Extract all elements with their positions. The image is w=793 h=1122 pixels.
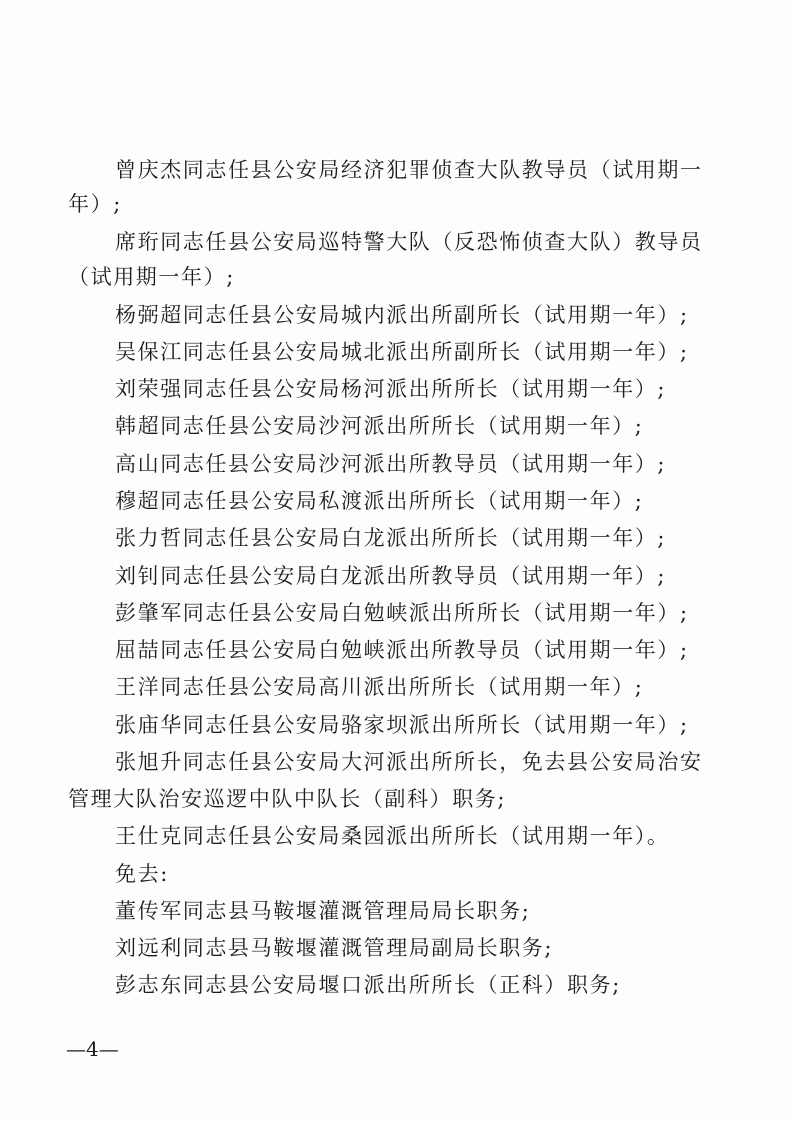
section-heading: 免去: (115, 862, 169, 886)
paragraph-line: 杨弼超同志任县公安局城内派出所副所长（试用期一年）; (115, 303, 689, 327)
page-number: —4— (66, 1037, 119, 1061)
paragraph-line: 穆超同志任县公安局私渡派出所所长（试用期一年）; (115, 489, 644, 513)
paragraph-line: 高山同志任县公安局沙河派出所教导员（试用期一年）; (115, 452, 667, 476)
paragraph-line: （试用期一年）; (68, 265, 235, 289)
paragraph-line: 彭肇军同志任县公安局白勉峡派出所所长（试用期一年）; (115, 601, 689, 625)
paragraph-line: 王洋同志任县公安局高川派出所所长（试用期一年）; (115, 675, 644, 699)
paragraph-line: 年）; (68, 192, 122, 216)
paragraph-line: 管理大队治安巡逻中队中队长（副科）职务; (68, 787, 507, 811)
paragraph-line: 刘钊同志任县公安局白龙派出所教导员（试用期一年）; (115, 564, 667, 588)
paragraph-line: 张庙华同志任县公安局骆家坝派出所所长（试用期一年）; (115, 713, 689, 737)
paragraph-line: 张力哲同志任县公安局白龙派出所所长（试用期一年）; (115, 526, 667, 550)
paragraph-line: 刘荣强同志任县公安局杨河派出所所长（试用期一年）; (115, 377, 667, 401)
paragraph-line: 席珩同志任县公安局巡特警大队（反恐怖侦查大队）教导员 (115, 230, 703, 254)
paragraph-line: 刘远利同志县马鞍堰灌溉管理局副局长职务; (115, 936, 554, 960)
paragraph-line: 曾庆杰同志任县公安局经济犯罪侦查大队教导员（试用期一 (115, 158, 703, 182)
paragraph-line: 韩超同志任县公安局沙河派出所所长（试用期一年）; (115, 414, 644, 438)
paragraph-line: 吴保江同志任县公安局城北派出所副所长（试用期一年）; (115, 340, 689, 364)
paragraph-line: 王仕克同志任县公安局桑园派出所所长（试用期一年）。 (115, 824, 670, 848)
paragraph-line: 彭志东同志县公安局堰口派出所所长（正科）职务; (115, 973, 621, 997)
paragraph-line: 董传军同志县马鞍堰灌溉管理局局长职务; (115, 899, 531, 923)
paragraph-line: 张旭升同志任县公安局大河派出所所长，免去县公安局治安 (115, 750, 703, 774)
paragraph-line: 屈喆同志任县公安局白勉峡派出所教导员（试用期一年）; (115, 638, 689, 662)
